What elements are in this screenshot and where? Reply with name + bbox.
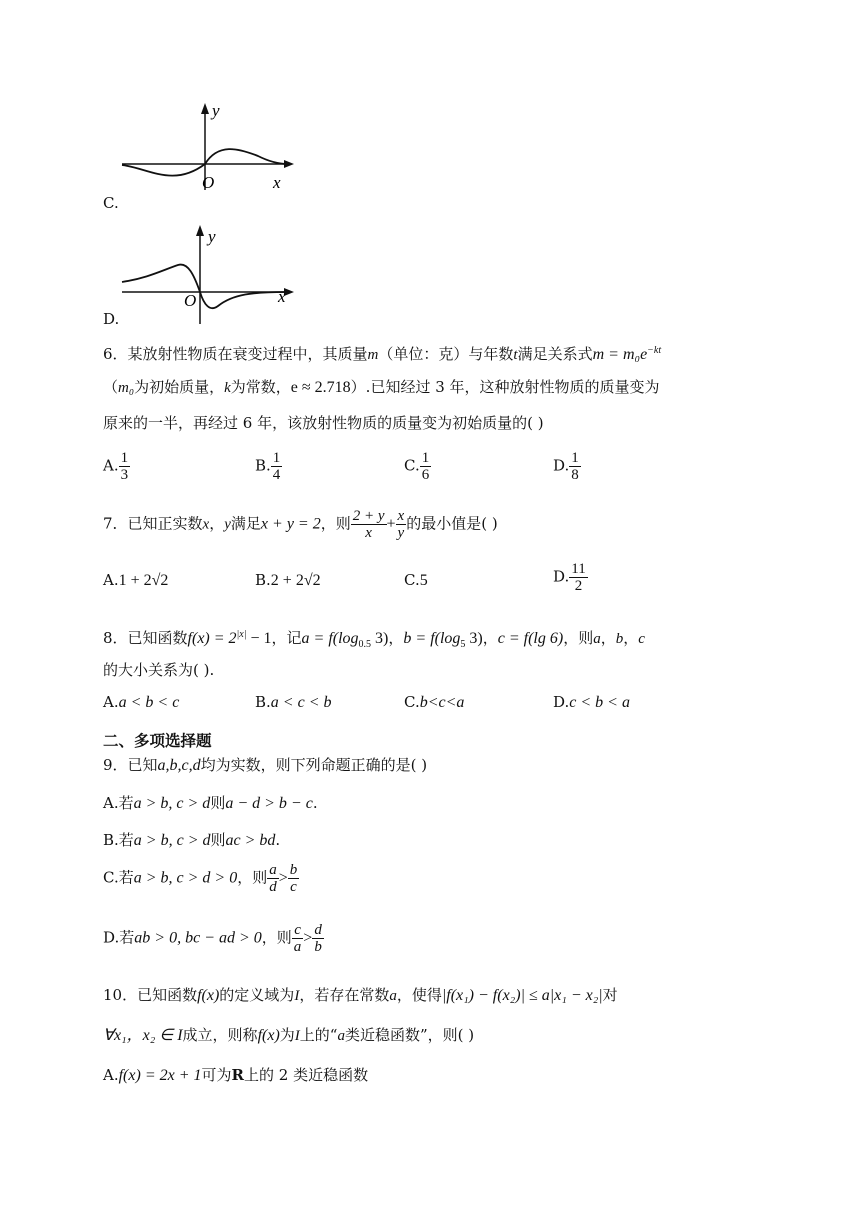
graph-d-option-label: D. <box>103 310 120 328</box>
option-then: 则 <box>210 794 226 812</box>
q10-text: 对 <box>602 986 618 1004</box>
q8-line2: 的大小关系为( ). <box>103 661 215 679</box>
option-conclusion: ac > bd <box>225 832 276 849</box>
q7-condition: x + y = 2 <box>260 515 321 533</box>
frac-den: a <box>293 939 302 955</box>
frac-den: 3 <box>120 467 129 483</box>
option-label: C. <box>404 456 420 475</box>
q6-var-t: t <box>513 347 518 363</box>
option-then: 则 <box>210 831 226 849</box>
q9-option-b[interactable] <box>103 829 280 852</box>
option-text: 可为 <box>201 1066 232 1084</box>
q9-option-c[interactable] <box>103 862 299 895</box>
q7-option-b[interactable] <box>255 571 321 590</box>
q8-a-def: a = f(log <box>301 630 359 647</box>
q9-vars: a,b,c,d <box>157 757 201 774</box>
q7-text: 满足 <box>230 514 261 533</box>
option-label: A. <box>103 693 119 711</box>
q10-line2 <box>103 1024 474 1047</box>
option-condition: ab > 0, bc − ad > 0 <box>134 929 262 947</box>
option-label: A.若 <box>103 794 134 812</box>
frac-num: b <box>289 862 298 878</box>
q8-function: f(x) = 2 <box>187 630 237 647</box>
option-label: C. <box>404 693 420 711</box>
q7-var-y: y <box>224 516 231 533</box>
q6-text: 满足关系式 <box>517 345 593 363</box>
q6-option-d[interactable] <box>553 450 581 483</box>
option-label: B. <box>255 456 271 475</box>
q10-text: 类近稳函数”，则( ) <box>344 1026 475 1044</box>
q7-text: ，则 <box>320 514 351 533</box>
q7-text: 的最小值是( ) <box>406 514 498 533</box>
q8-text: ，记 <box>271 629 302 647</box>
option-gt: > <box>303 929 313 947</box>
frac-den: 6 <box>421 467 430 483</box>
q9-text: 9．已知 <box>103 756 158 774</box>
q7-option-d[interactable] <box>553 561 588 594</box>
option-gt: > <box>278 869 288 887</box>
frac-den: 2 <box>574 578 583 594</box>
frac-den: 8 <box>571 467 579 483</box>
q6-e-approx: e ≈ 2.718 <box>290 379 351 396</box>
option-condition: a > b, c > d > 0 <box>133 869 238 887</box>
q8-c-def: c = f(lg 6) <box>497 630 564 647</box>
option-condition: a > b, c > d <box>133 795 211 812</box>
q6-text: ）.已知经过 3 年，这种放射性物质的质量变为 <box>350 378 660 396</box>
q10-option-a[interactable] <box>103 1064 368 1087</box>
graph-d-origin-label: O <box>184 291 197 310</box>
frac-num: 11 <box>571 561 586 577</box>
option-label: B. <box>255 693 271 711</box>
option-value: a < b < c <box>118 694 180 711</box>
q7-text: 7．已知正实数 <box>103 514 203 533</box>
option-value: b<c<a <box>419 694 465 711</box>
q8-a-sub: 0.5 <box>358 639 372 650</box>
frac-den: 4 <box>272 467 281 483</box>
q6-text: 为常数， <box>230 378 291 396</box>
option-value: 1 + 2√2 <box>118 572 169 589</box>
graph-c-option-label: C. <box>103 194 119 212</box>
q10-fx: f(x) <box>257 1027 280 1044</box>
frac-num: a <box>269 862 277 878</box>
frac-den: c <box>290 879 297 895</box>
graph-c-y-label: y <box>212 101 220 120</box>
option-label: A. <box>103 1066 119 1084</box>
frac-num: 1 <box>120 450 129 466</box>
option-label: A. <box>103 571 119 589</box>
q6-line1 <box>103 340 661 366</box>
q10-text: ，若存在常数 <box>299 986 390 1004</box>
q6-formula-exponent: −kt <box>647 345 662 356</box>
frac-num: 1 <box>571 450 579 466</box>
q10-text: 10．已知函数 <box>103 986 198 1004</box>
q10-line1 <box>103 984 618 1007</box>
q10-var-a: a <box>389 988 397 1004</box>
frac-num: c <box>292 922 304 939</box>
option-text: 上的 2 类近稳函数 <box>244 1066 369 1084</box>
graph-d-x-label: x <box>278 287 286 306</box>
q10-var-i: I <box>294 988 300 1004</box>
q6-option-b[interactable] <box>255 450 282 483</box>
q8-text: ，则 <box>563 629 594 647</box>
option-label: C. <box>404 571 420 589</box>
graph-c <box>118 98 308 190</box>
q8-function-exponent: |x| <box>236 629 247 640</box>
q10-text: 为 <box>279 1026 295 1044</box>
q9-text: 均为实数，则下列命题正确的是( ) <box>200 756 428 774</box>
option-value: a < c < b <box>270 694 332 711</box>
q7-line <box>103 508 498 541</box>
option-value: c < b < a <box>569 694 630 711</box>
q8-b-tail: 3) <box>465 630 483 647</box>
section-heading: 二、多项选择题 <box>103 732 212 750</box>
q10-forall: ∀x₁，x₂ ∈ I <box>103 1027 183 1044</box>
graph-d-y-label: y <box>208 227 216 246</box>
option-then: ，则 <box>261 928 292 947</box>
option-end: . <box>275 831 281 849</box>
q6-text: （单位：克）与年数 <box>378 345 514 363</box>
graph-c-x-label: x <box>273 173 281 190</box>
q10-var-i: I <box>294 1028 300 1044</box>
q8-option-a[interactable] <box>103 693 179 712</box>
q6-text: （ <box>103 378 119 396</box>
q8-text: 8．已知函数 <box>103 629 188 647</box>
frac-den: y <box>397 525 405 541</box>
option-label: A. <box>103 456 119 475</box>
option-label: D. <box>553 693 570 711</box>
option-function: f(x) = 2x + 1 <box>118 1067 202 1084</box>
graph-d <box>118 220 308 326</box>
q6-formula: m = m₀e <box>592 346 648 363</box>
frac-num: 2 + y <box>352 508 385 524</box>
q6-option-c[interactable] <box>404 450 431 483</box>
frac-num: d <box>314 922 322 938</box>
q6-var-k: k <box>224 380 231 396</box>
q8-option-c[interactable] <box>404 693 464 712</box>
q8-b-sub: 5 <box>460 639 466 650</box>
q7-option-a[interactable] <box>103 571 168 590</box>
q6-option-a[interactable] <box>103 450 130 483</box>
q6-var-m: m <box>367 347 379 363</box>
q6-text: 6．某放射性物质在衰变过程中，其质量 <box>103 345 368 363</box>
q10-var-a: a <box>337 1028 345 1044</box>
frac-num: 1 <box>272 450 281 466</box>
q6-var-m0: m₀ <box>118 380 135 396</box>
option-label: C.若 <box>103 868 134 887</box>
q7-var-x: x <box>202 516 210 533</box>
q10-text: ，使得 <box>396 986 442 1004</box>
option-label: B.若 <box>103 831 134 849</box>
q7-option-c[interactable] <box>404 571 428 590</box>
graph-c-origin-label: O <box>202 173 215 190</box>
q10-text: 上的“ <box>299 1026 338 1044</box>
q6-line2 <box>103 376 660 399</box>
q10-text: 的定义域为 <box>219 986 295 1004</box>
option-value: 5 <box>419 572 428 589</box>
frac-num: 1 <box>421 450 430 466</box>
q8-b-def: b = f(log <box>403 630 461 647</box>
q7-sep: ， <box>209 514 225 533</box>
q9-stem <box>103 754 427 777</box>
option-value: 2 + 2√2 <box>270 572 321 589</box>
option-label: D.若 <box>103 928 135 947</box>
option-label: B. <box>255 571 271 589</box>
q7-plus: + <box>386 515 396 533</box>
option-real-set: R <box>231 1066 244 1084</box>
frac-den: x <box>365 525 372 541</box>
option-then: ，则 <box>237 868 268 887</box>
frac-num: x <box>397 508 405 524</box>
q10-inequality: |f(x₁) − f(x₂)| ≤ a|x₁ − x₂| <box>441 987 603 1004</box>
q9-option-d[interactable] <box>103 922 324 955</box>
option-end: . <box>312 794 318 812</box>
q10-text: 成立，则称 <box>182 1026 258 1044</box>
q8-line1: 8．已知函数$f(x) = 2^{|x|} - 1$，记$a = f(\log_{0.5}$ 3)，$b = f(\log_5$ 3)，c = f(lg 6)，则a，b，c <box>103 629 645 650</box>
q8-option-b[interactable] <box>255 693 332 712</box>
option-conclusion: a − d > b − c <box>225 795 313 812</box>
q6-text: 为初始质量， <box>134 378 225 396</box>
q9-option-a[interactable] <box>103 792 318 815</box>
q8-option-d[interactable] <box>553 693 630 712</box>
frac-den: b <box>314 939 322 955</box>
frac-den: d <box>269 879 277 895</box>
q10-fx: f(x) <box>197 987 220 1004</box>
option-label: D. <box>553 456 570 475</box>
q6-line3: 原来的一半，再经过 6 年，该放射性物质的质量变为初始质量的( ) <box>103 414 544 432</box>
q8-a-tail: 3) <box>371 630 389 647</box>
option-condition: a > b, c > d <box>133 832 211 849</box>
q8-function-tail: − 1 <box>246 630 272 647</box>
option-label: D. <box>553 567 570 586</box>
